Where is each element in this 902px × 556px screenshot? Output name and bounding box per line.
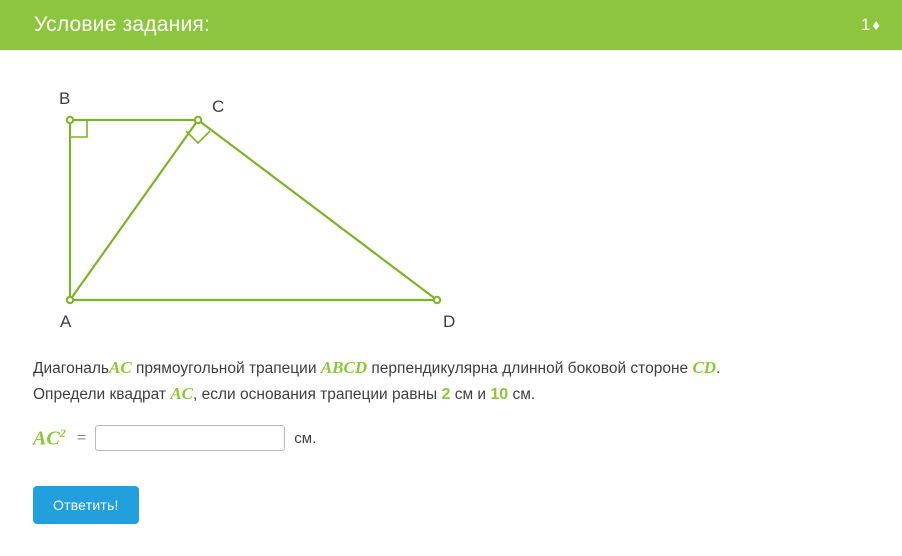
trapezoid-outline bbox=[70, 120, 437, 300]
problem-var-abcd: ABCD bbox=[320, 358, 368, 377]
equals-sign: = bbox=[76, 428, 87, 447]
vertex-d-dot bbox=[434, 297, 440, 303]
vertex-label-b: B bbox=[59, 89, 71, 108]
problem-text-6: , если основания трапеции равны bbox=[193, 386, 442, 404]
answer-row bbox=[33, 425, 316, 451]
vertex-b-dot bbox=[67, 117, 73, 123]
vertex-label-c: C bbox=[212, 97, 225, 116]
problem-value-base1: 2 bbox=[441, 386, 451, 404]
diagonal-ac bbox=[70, 120, 198, 300]
header-bar bbox=[0, 0, 902, 50]
trapezoid-diagram bbox=[0, 50, 560, 345]
page-title: Условие задания: bbox=[34, 13, 210, 36]
problem-text-3: перпендикулярна длинной боковой стороне bbox=[367, 360, 693, 377]
submit-button[interactable]: Ответить! bbox=[33, 486, 139, 524]
diamond-icon: ♦ bbox=[872, 16, 880, 34]
problem-text-2: прямоугольной трапеции bbox=[131, 360, 321, 377]
problem-var-ac-1: AC bbox=[109, 358, 132, 377]
problem-value-base2: 10 bbox=[490, 386, 509, 404]
vertex-label-d: D bbox=[443, 312, 456, 331]
answer-input[interactable] bbox=[95, 425, 285, 451]
answer-label bbox=[33, 426, 68, 451]
vertex-a-dot bbox=[67, 297, 73, 303]
geometry-figure bbox=[0, 50, 560, 345]
answer-label-exponent: 2 bbox=[59, 425, 66, 440]
problem-text-1: Диагональ bbox=[33, 360, 110, 377]
vertex-label-a: A bbox=[60, 312, 72, 331]
problem-var-ac-2: AC bbox=[170, 384, 194, 404]
vertex-c-dot bbox=[195, 117, 201, 123]
answer-label-text: AC bbox=[33, 427, 60, 450]
answer-unit: см. bbox=[294, 429, 317, 447]
problem-var-cd: CD bbox=[692, 358, 717, 377]
problem-text-7: см и bbox=[450, 386, 491, 404]
problem-statement bbox=[33, 355, 863, 408]
score-value: 1 bbox=[860, 15, 871, 34]
problem-text-8: см. bbox=[508, 386, 536, 404]
problem-text-4: . bbox=[716, 360, 721, 377]
problem-text-5: Определи квадрат bbox=[33, 386, 171, 404]
score-badge bbox=[861, 15, 880, 35]
